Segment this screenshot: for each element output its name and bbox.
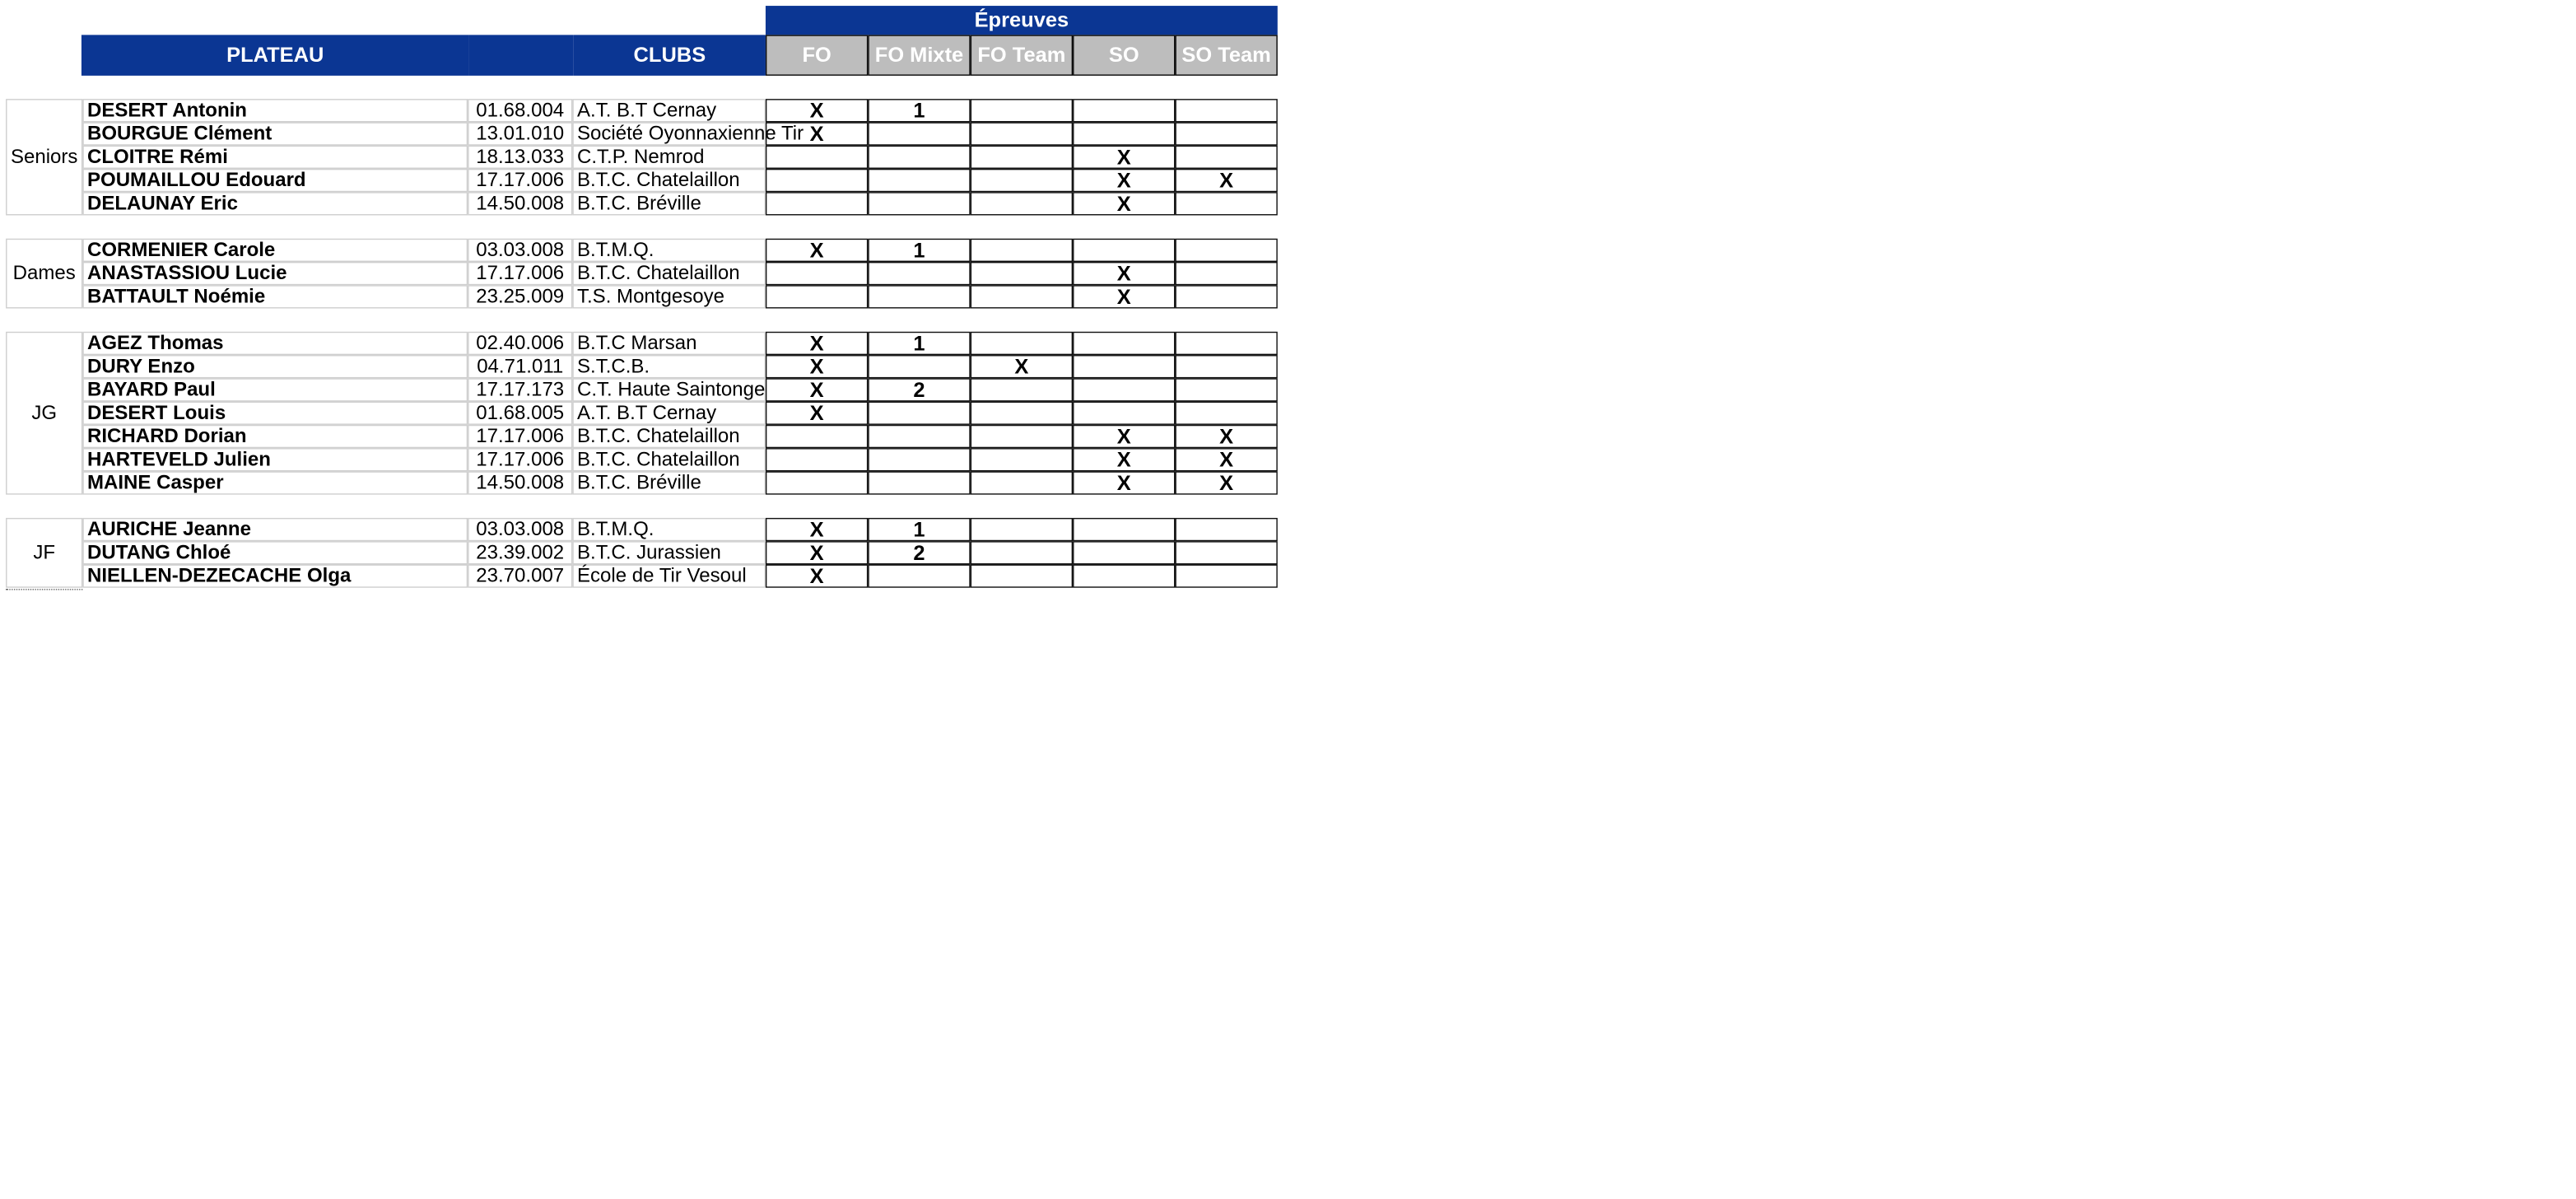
event-cell-fo-mixte <box>868 471 970 494</box>
club-name: B.T.M.Q. <box>572 518 766 541</box>
player-name: POUMAILLOU Edouard <box>82 169 468 192</box>
event-cell-fo-mixte: 1 <box>868 239 970 262</box>
category-label: JF <box>6 518 82 588</box>
event-cell-so-team: X <box>1175 425 1277 448</box>
player-name: BATTAULT Noémie <box>82 285 468 308</box>
event-cell-fo-mixte: 2 <box>868 378 970 401</box>
event-cell-fo-mixte <box>868 285 970 308</box>
license-code: 02.40.006 <box>468 332 572 355</box>
category-label: Dames <box>6 239 82 309</box>
event-header-fo: FO <box>766 35 868 75</box>
player-name: ANASTASSIOU Lucie <box>82 262 468 285</box>
event-cell-fo-team <box>971 471 1073 494</box>
event-cell-fo-mixte <box>868 146 970 169</box>
player-name: DELAUNAY Eric <box>82 192 468 215</box>
player-name: AURICHE Jeanne <box>82 518 468 541</box>
event-cell-so <box>1073 122 1175 145</box>
license-code: 23.25.009 <box>468 285 572 308</box>
event-cell-fo-mixte <box>868 425 970 448</box>
club-name: A.T. B.T Cernay <box>572 99 766 122</box>
club-name: B.T.C. Chatelaillon <box>572 425 766 448</box>
player-name: DUTANG Chloé <box>82 541 468 564</box>
player-name: HARTEVELD Julien <box>82 448 468 471</box>
player-name: CLOITRE Rémi <box>82 146 468 169</box>
event-cell-so-team <box>1175 122 1277 145</box>
event-cell-fo-mixte <box>868 169 970 192</box>
event-cell-so-team <box>1175 332 1277 355</box>
clubs-header: CLUBS <box>574 35 766 75</box>
event-cell-fo-mixte: 1 <box>868 518 970 541</box>
license-code: 17.17.006 <box>468 448 572 471</box>
license-code: 01.68.005 <box>468 402 572 425</box>
category-label: JG <box>6 332 82 495</box>
blue-header-spacer <box>469 35 574 75</box>
plateau-header: PLATEAU <box>82 35 469 75</box>
event-cell-fo: X <box>766 518 868 541</box>
event-cell-so-team <box>1175 146 1277 169</box>
event-cell-so-team <box>1175 285 1277 308</box>
event-header-fo-team: FO Team <box>971 35 1073 75</box>
player-name: DURY Enzo <box>82 355 468 378</box>
player-name: AGEZ Thomas <box>82 332 468 355</box>
event-cell-fo-team <box>971 332 1073 355</box>
event-cell-fo <box>766 425 868 448</box>
epreuves-header: Épreuves <box>766 6 1278 35</box>
license-code: 13.01.010 <box>468 122 572 145</box>
event-cell-so-team <box>1175 378 1277 401</box>
club-name: B.T.C. Jurassien <box>572 541 766 564</box>
event-cell-fo-mixte <box>868 262 970 285</box>
event-cell-fo: X <box>766 564 868 587</box>
event-cell-fo-team <box>971 402 1073 425</box>
event-cell-fo <box>766 169 868 192</box>
event-cell-so-team <box>1175 564 1277 587</box>
event-cell-fo-mixte: 1 <box>868 332 970 355</box>
event-cell-fo-team <box>971 541 1073 564</box>
event-cell-fo-team <box>971 448 1073 471</box>
event-cell-fo: X <box>766 378 868 401</box>
event-cell-fo-team <box>971 192 1073 215</box>
player-name: BOURGUE Clément <box>82 122 468 145</box>
license-code: 17.17.006 <box>468 262 572 285</box>
license-code: 14.50.008 <box>468 471 572 494</box>
event-header-so: SO <box>1073 35 1175 75</box>
club-name: B.T.C. Bréville <box>572 192 766 215</box>
event-cell-fo-mixte <box>868 448 970 471</box>
club-name: T.S. Montgesoye <box>572 285 766 308</box>
event-cell-so <box>1073 541 1175 564</box>
event-cell-so <box>1073 239 1175 262</box>
event-cell-so: X <box>1073 471 1175 494</box>
event-cell-so: X <box>1073 192 1175 215</box>
club-name: Société Oyonnaxienne Tir <box>572 122 766 145</box>
club-name: B.T.C Marsan <box>572 332 766 355</box>
event-cell-so: X <box>1073 146 1175 169</box>
event-cell-so <box>1073 355 1175 378</box>
event-cell-fo: X <box>766 122 868 145</box>
event-cell-fo <box>766 448 868 471</box>
event-cell-fo-mixte <box>868 564 970 587</box>
player-name: DESERT Louis <box>82 402 468 425</box>
club-name: C.T. Haute Saintonge <box>572 378 766 401</box>
event-cell-so-team <box>1175 402 1277 425</box>
event-cell-fo: X <box>766 402 868 425</box>
license-code: 18.13.033 <box>468 146 572 169</box>
club-name: S.T.C.B. <box>572 355 766 378</box>
event-cell-fo-team <box>971 99 1073 122</box>
player-name: RICHARD Dorian <box>82 425 468 448</box>
event-cell-so: X <box>1073 262 1175 285</box>
event-cell-so-team: X <box>1175 448 1277 471</box>
event-cell-fo <box>766 285 868 308</box>
event-cell-fo-team <box>971 122 1073 145</box>
event-cell-so-team <box>1175 518 1277 541</box>
event-cell-so: X <box>1073 285 1175 308</box>
player-name: MAINE Casper <box>82 471 468 494</box>
event-cell-fo-team <box>971 169 1073 192</box>
event-cell-fo-mixte <box>868 402 970 425</box>
license-code: 17.17.006 <box>468 425 572 448</box>
club-name: B.T.C. Chatelaillon <box>572 448 766 471</box>
license-code: 04.71.011 <box>468 355 572 378</box>
event-cell-fo-team <box>971 285 1073 308</box>
club-name: C.T.P. Nemrod <box>572 146 766 169</box>
event-cell-so-team: X <box>1175 169 1277 192</box>
event-cell-fo: X <box>766 239 868 262</box>
event-cell-so <box>1073 378 1175 401</box>
event-cell-fo-mixte <box>868 122 970 145</box>
event-cell-fo-team <box>971 262 1073 285</box>
event-header-so-team: SO Team <box>1175 35 1277 75</box>
event-cell-so-team: X <box>1175 471 1277 494</box>
event-header-fo-mixte: FO Mixte <box>868 35 970 75</box>
event-cell-fo: X <box>766 332 868 355</box>
event-cell-so-team <box>1175 99 1277 122</box>
license-code: 14.50.008 <box>468 192 572 215</box>
club-name: B.T.C. Chatelaillon <box>572 169 766 192</box>
event-cell-fo <box>766 262 868 285</box>
event-cell-so-team <box>1175 262 1277 285</box>
event-cell-so-team <box>1175 541 1277 564</box>
club-name: B.T.M.Q. <box>572 239 766 262</box>
event-cell-fo-mixte: 1 <box>868 99 970 122</box>
event-cell-so <box>1073 332 1175 355</box>
event-cell-fo-team <box>971 378 1073 401</box>
event-cell-fo <box>766 192 868 215</box>
category-label: Seniors <box>6 99 82 215</box>
event-cell-so <box>1073 564 1175 587</box>
event-cell-so: X <box>1073 169 1175 192</box>
event-cell-fo-team <box>971 146 1073 169</box>
license-code: 03.03.008 <box>468 239 572 262</box>
event-cell-fo-mixte <box>868 192 970 215</box>
event-cell-fo-mixte: 2 <box>868 541 970 564</box>
event-cell-so-team <box>1175 192 1277 215</box>
event-cell-so <box>1073 402 1175 425</box>
event-cell-so <box>1073 99 1175 122</box>
club-name: École de Tir Vesoul <box>572 564 766 587</box>
event-cell-so-team <box>1175 355 1277 378</box>
event-cell-so-team <box>1175 239 1277 262</box>
player-name: NIELLEN-DEZECACHE Olga <box>82 564 468 587</box>
event-cell-fo-mixte <box>868 355 970 378</box>
event-cell-fo-team <box>971 425 1073 448</box>
club-name: A.T. B.T Cernay <box>572 402 766 425</box>
event-cell-fo-team <box>971 564 1073 587</box>
event-cell-fo-team <box>971 518 1073 541</box>
player-name: DESERT Antonin <box>82 99 468 122</box>
player-name: BAYARD Paul <box>82 378 468 401</box>
player-name: CORMENIER Carole <box>82 239 468 262</box>
event-cell-so <box>1073 518 1175 541</box>
club-name: B.T.C. Bréville <box>572 471 766 494</box>
event-cell-fo <box>766 471 868 494</box>
event-cell-fo-team <box>971 239 1073 262</box>
bottom-dotted-line <box>6 589 82 590</box>
event-cell-so: X <box>1073 448 1175 471</box>
license-code: 23.39.002 <box>468 541 572 564</box>
license-code: 17.17.173 <box>468 378 572 401</box>
event-cell-fo <box>766 146 868 169</box>
event-cell-fo: X <box>766 99 868 122</box>
license-code: 17.17.006 <box>468 169 572 192</box>
event-cell-so: X <box>1073 425 1175 448</box>
club-name: B.T.C. Chatelaillon <box>572 262 766 285</box>
event-cell-fo: X <box>766 541 868 564</box>
license-code: 01.68.004 <box>468 99 572 122</box>
license-code: 03.03.008 <box>468 518 572 541</box>
event-cell-fo-team: X <box>971 355 1073 378</box>
event-cell-fo: X <box>766 355 868 378</box>
license-code: 23.70.007 <box>468 564 572 587</box>
